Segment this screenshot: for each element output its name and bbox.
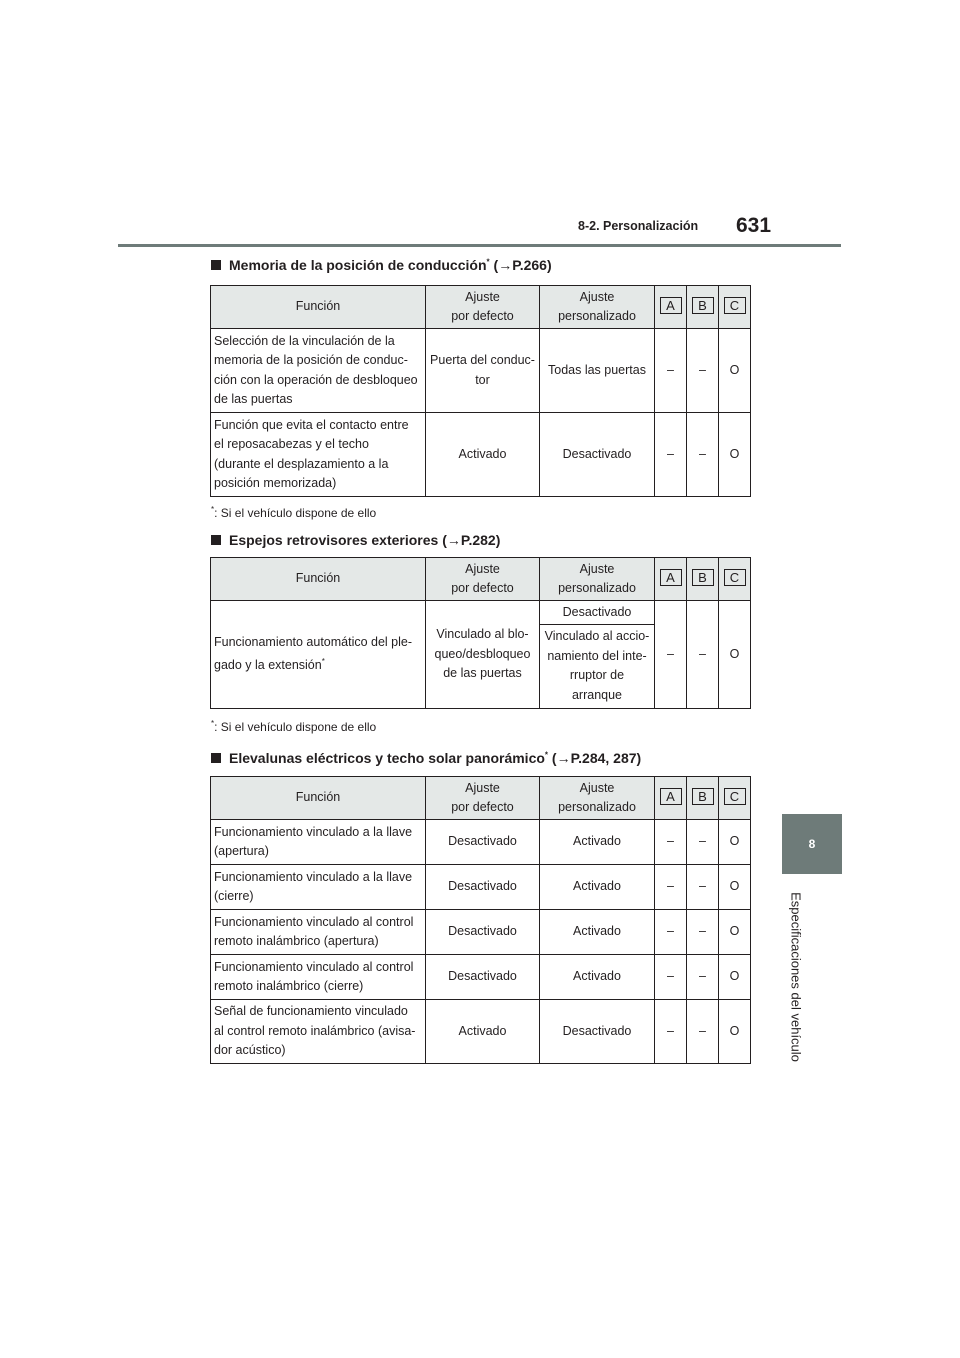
square-bullet-icon [211,260,221,270]
cell-b: – [687,413,719,497]
cell-c: O [719,820,751,865]
letter-a-icon: A [660,569,682,586]
footnote-memoria: *: Si el vehículo dispone de ello [211,505,377,520]
cell-c: O [719,865,751,910]
col-defecto: Ajuste por defecto [426,286,540,329]
cell-default: Desactivado [426,820,540,865]
cell-custom: Activado [540,955,655,1000]
cell-a: – [655,329,687,413]
table-header-row [211,558,751,601]
square-bullet-icon [211,535,221,545]
col-funcion: Función [211,286,426,329]
cell-default: Activado [426,413,540,497]
letter-c-icon: C [724,569,746,586]
table-espejos [210,557,751,709]
cell-a: – [655,601,687,709]
section-title-elevalunas: Elevalunas eléctricos y techo solar panorámico* (→P.284, 287) [211,750,641,766]
chapter-tab: 8 [782,814,842,874]
cell-default: Puerta del conduc- tor [426,329,540,413]
cell-default: Desactivado [426,910,540,955]
letter-c-icon: C [724,297,746,314]
letter-a-icon: A [660,788,682,805]
col-b [687,777,719,820]
cell-a: – [655,413,687,497]
cell-c: O [719,413,751,497]
square-bullet-icon [211,753,221,763]
table-header-row [211,286,751,329]
cell-c: O [719,601,751,709]
cell-funcion: Funcionamiento automático del ple- gado y la extensión* [211,601,426,709]
cell-default: Desactivado [426,865,540,910]
cell-a: – [655,955,687,1000]
custom-option: Vinculado al accio- namiento del inte- rruptor de arranque [544,629,650,702]
cell-b: – [687,601,719,709]
col-funcion: Función [211,558,426,601]
cell-b: – [687,820,719,865]
table-elevalunas [210,776,751,1064]
page-header-section: 8-2. Personalización [578,219,699,233]
cell-funcion: Funcionamiento vinculado al control remoto inalámbrico (apertura) [211,910,426,955]
custom-option: Desactivado [540,601,654,625]
cell-b: – [687,1000,719,1064]
cell-custom: Activado [540,820,655,865]
cell-funcion: Selección de la vinculación de la memoria de la posición de conduc- ción con la operación de desbloqueo de las puertas [211,329,426,413]
col-personalizado: Ajuste personalizado [540,777,655,820]
col-a [655,286,687,329]
letter-b-icon: B [692,788,714,805]
cell-funcion: Funcionamiento vinculado a la llave (apertura) [211,820,426,865]
letter-c-icon: C [724,788,746,805]
col-c [719,286,751,329]
col-c [719,777,751,820]
cell-a: – [655,1000,687,1064]
table-row [211,329,751,413]
cell-c: O [719,1000,751,1064]
cell-default: Desactivado [426,955,540,1000]
table-row [211,910,751,955]
cell-b: – [687,955,719,1000]
page-number: 631 [736,214,772,237]
table-row [211,601,751,709]
col-b [687,558,719,601]
col-a [655,558,687,601]
cell-c: O [719,955,751,1000]
table-row [211,955,751,1000]
col-defecto: Ajuste por defecto [426,777,540,820]
col-funcion: Función [211,777,426,820]
header-rule [118,244,841,247]
cell-custom: Activado [540,865,655,910]
cell-b: – [687,910,719,955]
col-a [655,777,687,820]
cell-custom: Activado [540,910,655,955]
cell-custom: Todas las puertas [540,329,655,413]
table-row [211,1000,751,1064]
section-title-memoria: Memoria de la posición de conducción* (→P.266) [211,257,552,273]
cell-default: Activado [426,1000,540,1064]
letter-b-icon: B [692,297,714,314]
cell-a: – [655,820,687,865]
cell-custom: Desactivado [540,413,655,497]
cell-funcion: Funcionamiento vinculado al control remoto inalámbrico (cierre) [211,955,426,1000]
cell-a: – [655,865,687,910]
cell-funcion: Funcionamiento vinculado a la llave (cierre) [211,865,426,910]
col-c [719,558,751,601]
chapter-title-text: Especificaciones del vehículo [788,891,804,1062]
cell-a: – [655,910,687,955]
cell-custom: Desactivado [540,1000,655,1064]
cell-funcion: Señal de funcionamiento vinculado al control remoto inalámbrico (avisa- dor acústico) [211,1000,426,1064]
footnote-espejos: *: Si el vehículo dispone de ello [211,719,377,734]
col-personalizado: Ajuste personalizado [540,286,655,329]
cell-default: Vinculado al blo- queo/desbloqueo de las puertas [426,601,540,709]
table-row [211,865,751,910]
cell-funcion: Función que evita el contacto entre el reposacabezas y el techo (durante el desplazamiento a la posición memorizada) [211,413,426,497]
col-b [687,286,719,329]
letter-b-icon: B [692,569,714,586]
cell-b: – [687,329,719,413]
col-personalizado: Ajuste personalizado [540,558,655,601]
cell-c: O [719,910,751,955]
table-header-row [211,777,751,820]
section-title-espejos: Espejos retrovisores exteriores (→P.282) [211,532,500,548]
col-defecto: Ajuste por defecto [426,558,540,601]
letter-a-icon: A [660,297,682,314]
table-row [211,820,751,865]
table-row [211,413,751,497]
cell-b: – [687,865,719,910]
chapter-title [781,884,811,1069]
cell-custom-options [540,601,655,709]
cell-c: O [719,329,751,413]
table-memoria [210,285,751,497]
